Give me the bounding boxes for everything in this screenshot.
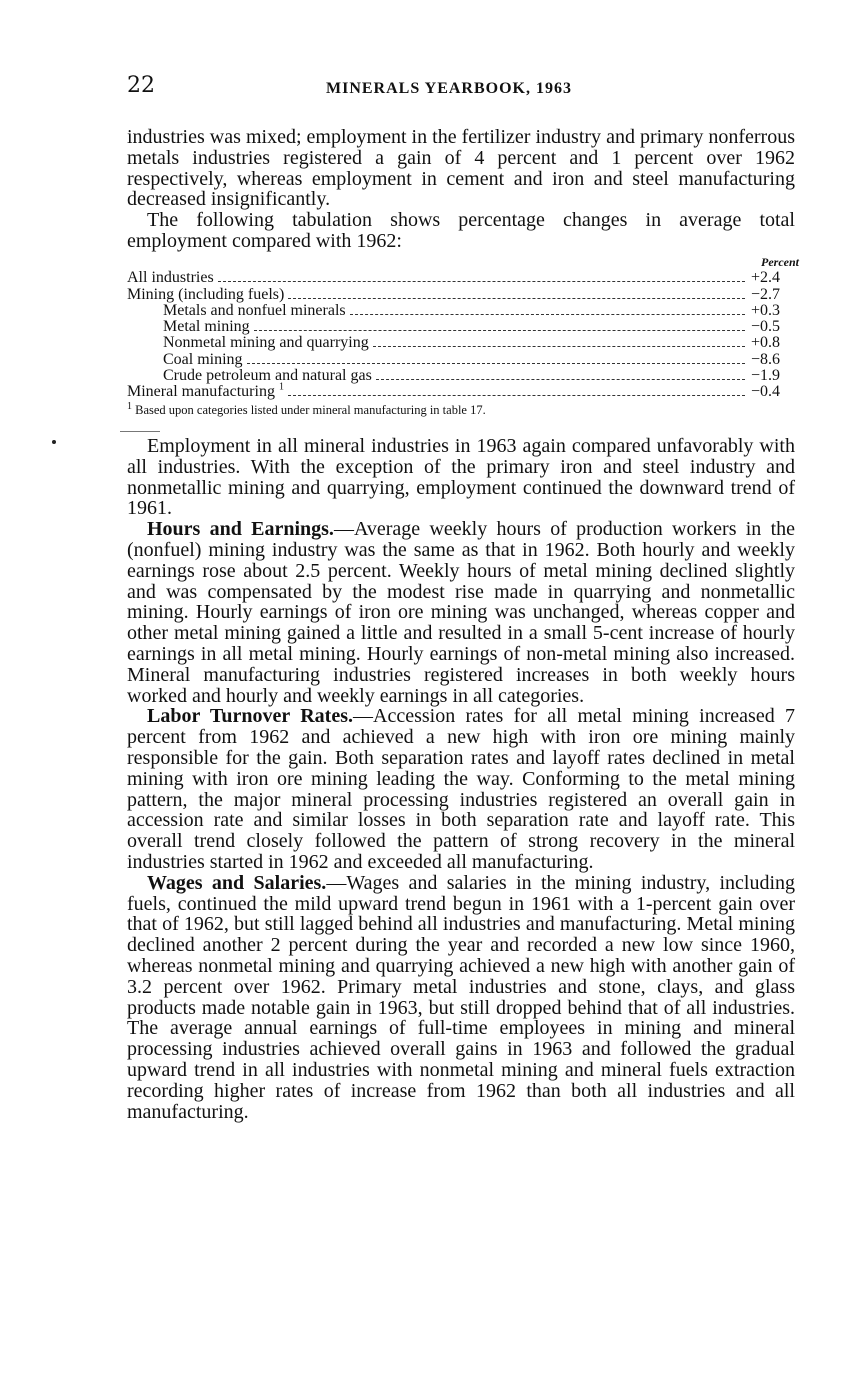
row-value: −8.6 [751,350,781,368]
leader-dots [288,394,745,396]
row-label: Mining (including fuels) [127,285,285,303]
wages-salaries-paragraph [127,873,795,1123]
leader-dots [288,297,745,299]
row-value: +0.3 [751,301,781,319]
table-row [127,319,799,335]
table-column-header: Percent [761,255,799,269]
intro-paragraph: industries was mixed; employment in the fertilizer industry and primary nonferrous metals industries registered a gain of 4 percent and 1 percent over 1962 respectively, whereas employment in cement and iron and steel manufacturing decreased insignificantly. [127,126,795,211]
table-row [127,368,799,384]
row-label: Metal mining [163,318,250,336]
leader-dots [376,378,745,380]
row-label: All industries [127,269,214,287]
margin-mark [52,440,56,444]
table-footnote [127,402,799,418]
row-label: Coal mining [163,350,243,368]
employment-change-table [127,255,799,418]
footnote-reference: 1 [278,382,284,394]
leader-dots [254,329,745,331]
row-value: −1.9 [751,367,781,385]
leader-dots [373,345,745,347]
row-value: −2.7 [751,285,781,303]
row-value: +2.4 [751,269,781,287]
row-label: Crude petroleum and natural gas [163,367,372,385]
body-text [127,436,795,1122]
hours-earnings-paragraph [127,519,795,706]
table-row [127,351,799,367]
paragraph-text: —Average weekly hours of production workers in the (nonfuel) mining industry was the same as that in 1962. Both hourly and weekly earnings rose about 2.5 percent. Weekly hours of metal mining declined slightly and was compensated by the modest rise made in quarrying and nonmetallic mining. Hourly earnings of iron ore mining was unchanged, whereas copper and other metal mining gained a little and resulted in a small 5-cent increase of hourly earnings in all metal mining. Hourly earnings of non-metal mining also increased. Mineral manufacturing industries registered increases in both weekly hours worked and hourly and weekly earnings in all categories. [127,518,796,707]
employment-paragraph: Employment in all mineral industries in 1963 again compared unfavorably with all industries. With the exception of the primary iron and steel industry and nonmetallic mining and quarrying, employment continued the downward trend of 1961. [127,435,795,520]
section-run-in-heading: Labor Turnover Rates. [147,705,354,728]
table-row [127,270,799,286]
table-row [127,384,799,400]
row-value: −0.4 [751,383,781,401]
row-value: +0.8 [751,334,781,352]
labor-turnover-paragraph [127,706,795,872]
tabulation-intro-paragraph: The following tabulation shows percentage changes in average total employment compared with 1962: [127,209,795,252]
section-run-in-heading: Wages and Salaries. [147,871,327,894]
running-head: MINERALS YEARBOOK, 1963 [326,80,572,97]
leader-dots [247,362,745,364]
table-row [127,335,799,351]
paragraph-text: —Accession rates for all metal mining increased 7 percent from 1962 and achieved a new high with iron ore mining mainly responsible for the gain. Both separation rates and layoff rates declined in metal mining with iron ore mining leading the way. Conforming to the metal mining pattern, the major mineral processing industries registered an overall gain in accession rate and similar losses in both separation rate and layoff rate. This overall trend closely followed the pattern of strong recovery in the mineral industries started in 1962 and exceeded all manufacturing. [127,705,795,873]
section-run-in-heading: Hours and Earnings. [147,518,334,541]
leader-dots [218,280,745,282]
footnote-divider [120,431,160,432]
row-value: −0.5 [751,318,781,336]
footnote-text: Based upon categories listed under mineral manufacturing in table 17. [135,403,486,418]
table-row [127,286,799,302]
paragraph-text: —Wages and salaries in the mining industry, including fuels, continued the mild upward trend begun in 1961 with a 1-percent gain over that of 1962, but still lagged behind all industries and manufacturing. Metal mining declined another 2 percent during the year and recorded a new low since 1960, whereas nonmetal mining and quarrying achieved a new high with another gain of 3.2 percent over 1962. Primary metal industries and stone, clays, and glass products made notable gain in 1963, but still dropped behind that of all industries. The average annual earnings of full-time employees in mining and mineral processing industries achieved overall gains in 1963 and followed the gradual upward trend in all industries with nonmetal mining and mineral fuels extraction recording higher rates of increase from 1962 than both all industries and all manufacturing. [127,871,796,1123]
page-number: 22 [127,73,155,98]
table-row [127,303,799,319]
row-label: Nonmetal mining and quarrying [163,334,369,352]
row-label: Metals and nonfuel minerals [163,301,346,319]
footnote-mark: 1 [127,401,132,413]
leader-dots [350,313,745,315]
intro-block [127,127,795,252]
row-label-text: Mineral manufacturing [127,383,275,401]
row-label [127,384,284,400]
